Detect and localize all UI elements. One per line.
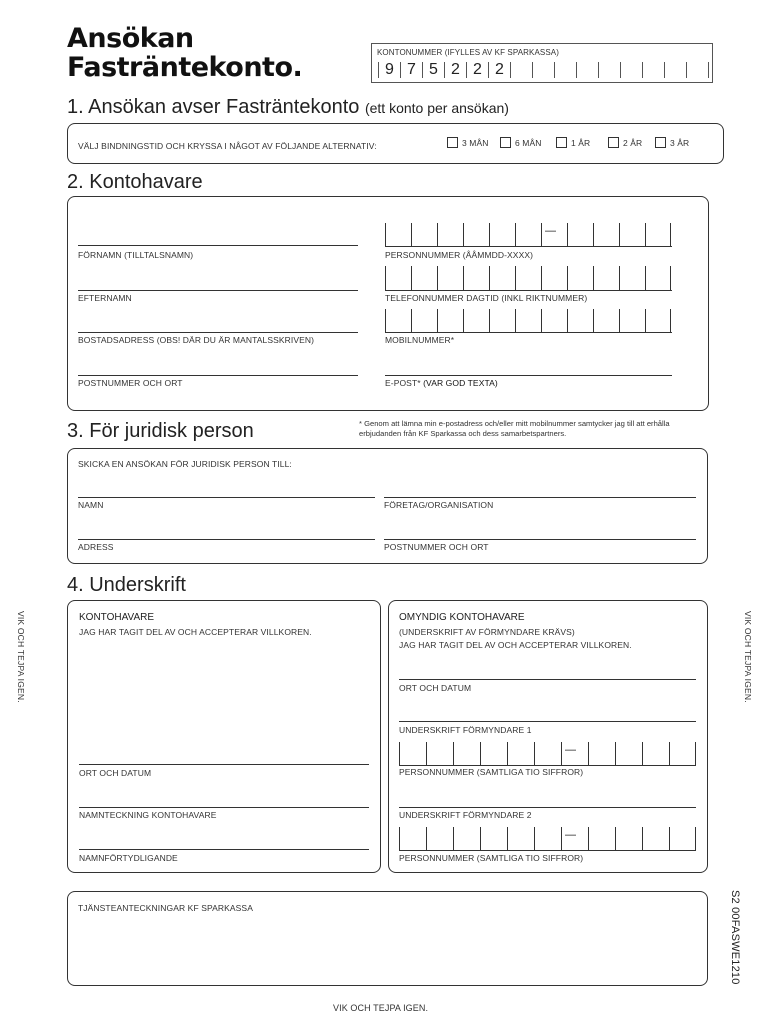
digit-cell[interactable] — [567, 266, 593, 290]
option-label: 1 ÅR — [571, 137, 591, 148]
postal-city-label: POSTNUMMER OCH ORT — [78, 378, 183, 388]
form-title-line2: Fasträntekonto. — [67, 52, 303, 83]
section3-box — [67, 448, 708, 564]
digit-cell[interactable] — [642, 742, 669, 765]
digit-cell[interactable] — [507, 827, 534, 850]
option-6-man[interactable] — [500, 137, 541, 148]
option-label: 2 ÅR — [623, 137, 643, 148]
digit-cell[interactable] — [515, 223, 541, 246]
account-digit-cell — [687, 62, 709, 78]
guardian1-personal-number-label: PERSONNUMMER (SAMTLIGA TIO SIFFROR) — [399, 767, 584, 777]
section1-title-note: (ett konto per ansökan) — [364, 100, 509, 116]
digit-cell[interactable] — [541, 223, 567, 246]
checkbox-2-ar[interactable] — [608, 137, 619, 148]
first-name-label: FÖRNAMN (TILLTALSNAMN) — [78, 250, 194, 260]
digit-cell[interactable] — [480, 742, 507, 765]
digit-cell[interactable] — [507, 742, 534, 765]
digit-cell[interactable] — [463, 266, 489, 290]
personal-number-field[interactable] — [385, 223, 672, 247]
digit-cell[interactable] — [669, 742, 696, 765]
postal-city-field[interactable] — [78, 375, 358, 376]
section2-box — [67, 196, 709, 411]
email-field[interactable] — [385, 375, 672, 376]
legal-postal-label: POSTNUMMER OCH ORT — [384, 542, 489, 552]
digit-cell[interactable] — [534, 827, 561, 850]
digit-cell[interactable] — [489, 266, 515, 290]
email-label — [385, 378, 498, 388]
digit-cell[interactable] — [411, 223, 437, 246]
legal-instruction: SKICKA EN ANSÖKAN FÖR JURIDISK PERSON TILL: — [78, 459, 292, 469]
digit-cell[interactable] — [541, 266, 567, 290]
personal-number-label: PERSONNUMMER (ÅÅMMDD-XXXX) — [385, 250, 534, 260]
minor-place-date-field[interactable] — [399, 679, 696, 680]
account-digit-cell: 5 — [423, 62, 445, 78]
section2-title: 2. Kontohavare — [67, 171, 203, 193]
holder-name-clarification-field[interactable] — [79, 849, 369, 850]
option-3-man[interactable] — [447, 137, 488, 148]
digit-cell[interactable] — [453, 742, 480, 765]
signature-box-holder — [67, 600, 381, 873]
digit-cell[interactable] — [411, 266, 437, 290]
signature-box-minor — [388, 600, 708, 873]
consent-footnote: * Genom att lämna min e-postadress och/eller mitt mobilnummer samtycker jag till att erhålla erbjudanden från KF Sparkassa och dess samarbetspartners. — [359, 419, 670, 438]
fold-text-right: VIK OCH TEJPA IGEN. — [743, 611, 753, 703]
digit-cell[interactable] — [463, 309, 489, 332]
section1-title — [67, 96, 509, 119]
digit-cell[interactable] — [645, 223, 671, 246]
digit-cell[interactable] — [561, 827, 588, 850]
digit-cell[interactable] — [619, 223, 645, 246]
digit-cell[interactable] — [453, 827, 480, 850]
minor-place-date-label: ORT OCH DATUM — [399, 683, 472, 693]
account-digit-cell — [643, 62, 665, 78]
option-1-ar[interactable] — [556, 137, 590, 148]
account-digit-cell: 9 — [379, 62, 401, 78]
digit-cell[interactable] — [593, 223, 619, 246]
digit-cell[interactable] — [489, 309, 515, 332]
account-digit-cell — [599, 62, 621, 78]
last-name-field[interactable] — [78, 290, 358, 291]
account-digit-cell — [555, 62, 577, 78]
digit-cell[interactable] — [588, 827, 615, 850]
digit-cell[interactable] — [426, 827, 453, 850]
minor-sub: (UNDERSKRIFT AV FÖRMYNDARE KRÄVS) — [399, 627, 575, 637]
holder-heading: KONTOHAVARE — [79, 612, 155, 623]
holder-signature-field[interactable] — [79, 807, 369, 808]
minor-heading: OMYNDIG KONTOHAVARE — [399, 612, 525, 623]
holder-name-clarification-label: NAMNFÖRTYDLIGANDE — [79, 853, 178, 863]
digit-cell[interactable] — [645, 266, 671, 290]
checkbox-1-ar[interactable] — [556, 137, 567, 148]
guardian1-signature-label: UNDERSKRIFT FÖRMYNDARE 1 — [399, 725, 532, 735]
minor-accept-text: JAG HAR TAGIT DEL AV OCH ACCEPTERAR VILLKOREN. — [399, 640, 632, 650]
digit-cell[interactable] — [515, 309, 541, 332]
digit-cell[interactable] — [561, 742, 588, 765]
address-label: BOSTADSADRESS (OBS! DÄR DU ÄR MANTALSSKRIVEN) — [78, 335, 315, 345]
email-label-text: E-POST* — [385, 378, 421, 388]
legal-postal-field[interactable] — [384, 539, 696, 540]
section1-box — [67, 123, 724, 164]
account-digit-cell — [577, 62, 599, 78]
term-instruction: VÄLJ BINDNINGSTID OCH KRYSSA I NÅGOT AV FÖLJANDE ALTERNATIV: — [78, 141, 377, 151]
email-note: (VAR GOD TEXTA) — [423, 378, 498, 388]
digit-cell[interactable] — [437, 309, 463, 332]
guardian2-signature-field[interactable] — [399, 807, 696, 808]
account-digit-cell — [533, 62, 555, 78]
digit-cell[interactable] — [642, 827, 669, 850]
digit-cell[interactable] — [463, 223, 489, 246]
digit-cell[interactable] — [615, 742, 642, 765]
digit-cell[interactable] — [619, 309, 645, 332]
digit-cell[interactable] — [515, 266, 541, 290]
last-name-label: EFTERNAMN — [78, 293, 132, 303]
name-label: NAMN — [78, 500, 104, 510]
guardian2-personal-number-label: PERSONNUMMER (SAMTLIGA TIO SIFFROR) — [399, 853, 584, 863]
option-label: 3 MÅN — [462, 137, 489, 148]
phone-label: TELEFONNUMMER DAGTID (INKL RIKTNUMMER) — [385, 293, 588, 303]
company-field[interactable] — [384, 497, 696, 498]
digit-cell[interactable] — [588, 742, 615, 765]
digit-cell[interactable] — [426, 742, 453, 765]
guardian1-personal-number-field[interactable] — [399, 742, 696, 766]
digit-cell[interactable] — [567, 309, 593, 332]
fold-text-left: VIK OCH TEJPA IGEN. — [16, 611, 26, 703]
digit-cell[interactable] — [480, 827, 507, 850]
guardian1-signature-field[interactable] — [399, 721, 696, 722]
section3-title: 3. För juridisk person — [67, 420, 254, 442]
fold-text-bottom: VIK OCH TEJPA IGEN. — [333, 1003, 429, 1013]
dash-separator: — — [565, 829, 576, 841]
digit-cell[interactable] — [437, 223, 463, 246]
mobile-label: MOBILNUMMER* — [385, 335, 455, 345]
guardian2-signature-label: UNDERSKRIFT FÖRMYNDARE 2 — [399, 810, 532, 820]
option-label: 6 MÅN — [515, 137, 542, 148]
digit-cell[interactable] — [567, 223, 593, 246]
account-digit-cell — [665, 62, 687, 78]
digit-cell[interactable] — [437, 266, 463, 290]
option-label: 3 ÅR — [670, 137, 690, 148]
company-label: FÖRETAG/ORGANISATION — [384, 500, 494, 510]
digit-cell[interactable] — [645, 309, 671, 332]
name-field[interactable] — [78, 497, 375, 498]
account-digit-cell — [621, 62, 643, 78]
account-digit-cell: 2 — [445, 62, 467, 78]
digit-cell[interactable] — [489, 223, 515, 246]
form-title — [67, 24, 302, 82]
checkbox-3-man[interactable] — [447, 137, 458, 148]
account-digit-cell: 2 — [489, 62, 511, 78]
holder-signature-label: NAMNTECKNING KONTOHAVARE — [79, 810, 217, 820]
account-number-digits — [378, 62, 709, 78]
digit-cell[interactable] — [385, 309, 411, 332]
legal-address-label: ADRESS — [78, 542, 114, 552]
account-digit-cell: 2 — [467, 62, 489, 78]
digit-cell[interactable] — [615, 827, 642, 850]
guardian2-personal-number-field[interactable] — [399, 827, 696, 851]
digit-cell[interactable] — [541, 309, 567, 332]
digit-cell[interactable] — [669, 827, 696, 850]
digit-cell[interactable] — [399, 742, 426, 765]
digit-cell[interactable] — [411, 309, 437, 332]
option-3-ar[interactable] — [655, 137, 689, 148]
digit-cell[interactable] — [385, 266, 411, 290]
section1-title-text: 1. Ansökan avser Fasträntekonto — [67, 96, 360, 118]
digit-cell[interactable] — [399, 827, 426, 850]
account-digit-cell — [511, 62, 533, 78]
digit-cell[interactable] — [619, 266, 645, 290]
account-number-label: KONTONUMMER (IFYLLES AV KF SPARKASSA) — [377, 48, 559, 57]
form-title-line1: Ansökan — [67, 23, 194, 54]
digit-cell[interactable] — [593, 309, 619, 332]
phone-field[interactable] — [385, 266, 672, 291]
digit-cell[interactable] — [534, 742, 561, 765]
checkbox-3-ar[interactable] — [655, 137, 666, 148]
mobile-field[interactable] — [385, 309, 672, 333]
internal-notes-box[interactable] — [67, 891, 708, 986]
legal-address-field[interactable] — [78, 539, 375, 540]
account-digit-cell: 7 — [401, 62, 423, 78]
form-code: S2 00FASWE1210 — [729, 890, 741, 985]
dash-separator: — — [545, 225, 556, 237]
first-name-field[interactable] — [78, 245, 358, 246]
checkbox-6-man[interactable] — [500, 137, 511, 148]
dash-separator: — — [565, 744, 576, 756]
internal-notes-label: TJÄNSTEANTECKNINGAR KF SPARKASSA — [78, 903, 253, 913]
section4-title: 4. Underskrift — [67, 574, 186, 596]
holder-place-date-field[interactable] — [79, 764, 369, 765]
holder-place-date-label: ORT OCH DATUM — [79, 768, 152, 778]
digit-cell[interactable] — [385, 223, 411, 246]
digit-cell[interactable] — [593, 266, 619, 290]
account-number-box — [371, 43, 713, 83]
holder-accept-text: JAG HAR TAGIT DEL AV OCH ACCEPTERAR VILLKOREN. — [79, 627, 312, 637]
option-2-ar[interactable] — [608, 137, 642, 148]
address-field[interactable] — [78, 332, 358, 333]
